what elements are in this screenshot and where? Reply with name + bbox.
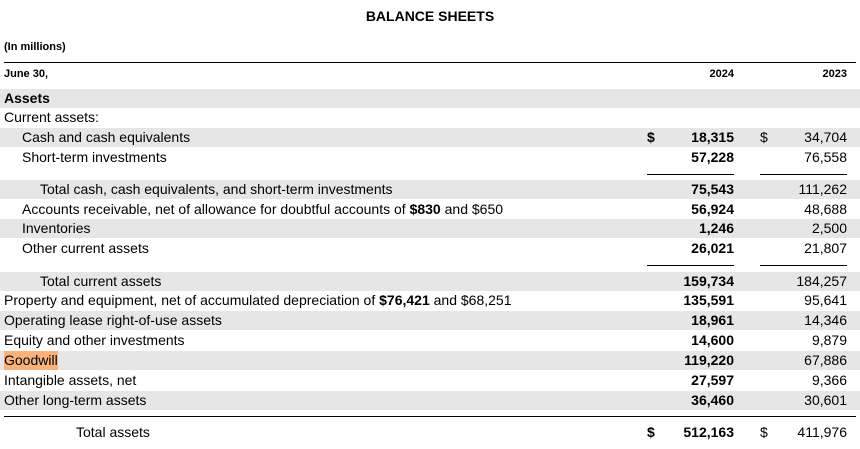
row-label: Property and equipment, net of accumulated depreciation of $76,421 and $68,251	[4, 292, 512, 308]
row-inventories	[0, 219, 860, 238]
value-2023: 67,886	[804, 352, 847, 368]
value-2023: 34,704	[804, 129, 847, 145]
value-2024: 57,228	[691, 149, 734, 165]
value-2023: 21,807	[804, 240, 847, 256]
currency-symbol: $	[760, 129, 768, 145]
value-2023: 48,688	[804, 201, 847, 217]
value-2024: 75,543	[691, 181, 734, 197]
row-property-equipment	[0, 291, 860, 310]
value-2024: 27,597	[691, 372, 734, 388]
subtotal-rule-2023	[760, 265, 847, 266]
value-2024: 14,600	[691, 332, 734, 348]
currency-symbol: $	[647, 129, 655, 145]
row-short-term-investments	[0, 148, 860, 167]
current-assets-heading: Current assets:	[4, 109, 99, 125]
value-2023: 111,262	[798, 181, 847, 197]
row-total-assets	[0, 423, 860, 442]
row-cash	[0, 128, 860, 147]
row-label-highlighted[interactable]: Goodwill	[4, 352, 58, 368]
row-operating-lease	[0, 311, 860, 330]
value-2024: 135,591	[683, 292, 734, 308]
column-header-2023: 2023	[822, 68, 847, 80]
value-2023: 9,879	[811, 332, 847, 348]
currency-symbol: $	[760, 424, 768, 440]
value-2024: 159,734	[683, 273, 734, 289]
row-label: Accounts receivable, net of allowance for doubtful accounts of $830 and $650	[22, 201, 504, 217]
subtotal-rule-2024	[647, 265, 734, 266]
value-2024: 1,246	[698, 220, 734, 236]
row-accounts-receivable	[0, 200, 860, 219]
column-header-2024: 2024	[709, 68, 734, 80]
subtotal-rule-2023	[760, 174, 847, 175]
value-2024: 56,924	[691, 201, 734, 217]
assets-heading: Assets	[4, 90, 50, 106]
row-label: Total current assets	[40, 273, 162, 289]
value-2023: 76,558	[804, 149, 847, 165]
value-2024: 119,220	[684, 352, 734, 368]
row-goodwill	[0, 351, 860, 370]
row-other-current-assets	[0, 239, 860, 258]
currency-symbol: $	[647, 424, 655, 440]
value-2023: 95,641	[804, 292, 847, 308]
row-label: Other long-term assets	[4, 392, 147, 408]
row-total-current-assets	[0, 272, 860, 291]
statement-title: BALANCE SHEETS	[365, 8, 495, 24]
row-other-long-term-assets	[0, 391, 860, 410]
current-assets-heading-row	[0, 108, 860, 127]
row-label: Equity and other investments	[4, 332, 185, 348]
row-intangible-assets	[0, 371, 860, 390]
value-2023: 184,257	[796, 273, 847, 289]
value-2024: 512,163	[683, 424, 734, 440]
row-total-cash	[0, 180, 860, 199]
value-2023: 14,346	[804, 312, 847, 328]
row-label: Inventories	[22, 220, 91, 236]
value-2023: 30,601	[804, 392, 847, 408]
header-top-rule	[4, 62, 856, 63]
value-2024: 26,021	[691, 240, 734, 256]
value-2023: 2,500	[811, 220, 847, 236]
row-label: Cash and cash equivalents	[22, 129, 191, 145]
row-label: Other current assets	[22, 240, 149, 256]
subtotal-rule-2024	[647, 174, 734, 175]
fiscal-date-header: June 30,	[4, 68, 49, 80]
row-label: Short-term investments	[22, 149, 167, 165]
row-label: Total assets	[76, 424, 150, 440]
value-2024: 18,315	[691, 129, 734, 145]
assets-heading-row	[0, 89, 860, 108]
row-label: Operating lease right-of-use assets	[4, 312, 222, 328]
row-equity-investments	[0, 331, 860, 350]
value-2023: 411,976	[797, 424, 847, 440]
total-rule	[4, 416, 856, 417]
row-label: Intangible assets, net	[4, 372, 137, 388]
row-label: Total cash, cash equivalents, and short-term investments	[40, 181, 393, 197]
units-note: (In millions)	[4, 41, 66, 53]
value-2023: 9,366	[811, 372, 847, 388]
value-2024: 36,460	[691, 392, 734, 408]
value-2024: 18,961	[691, 312, 734, 328]
